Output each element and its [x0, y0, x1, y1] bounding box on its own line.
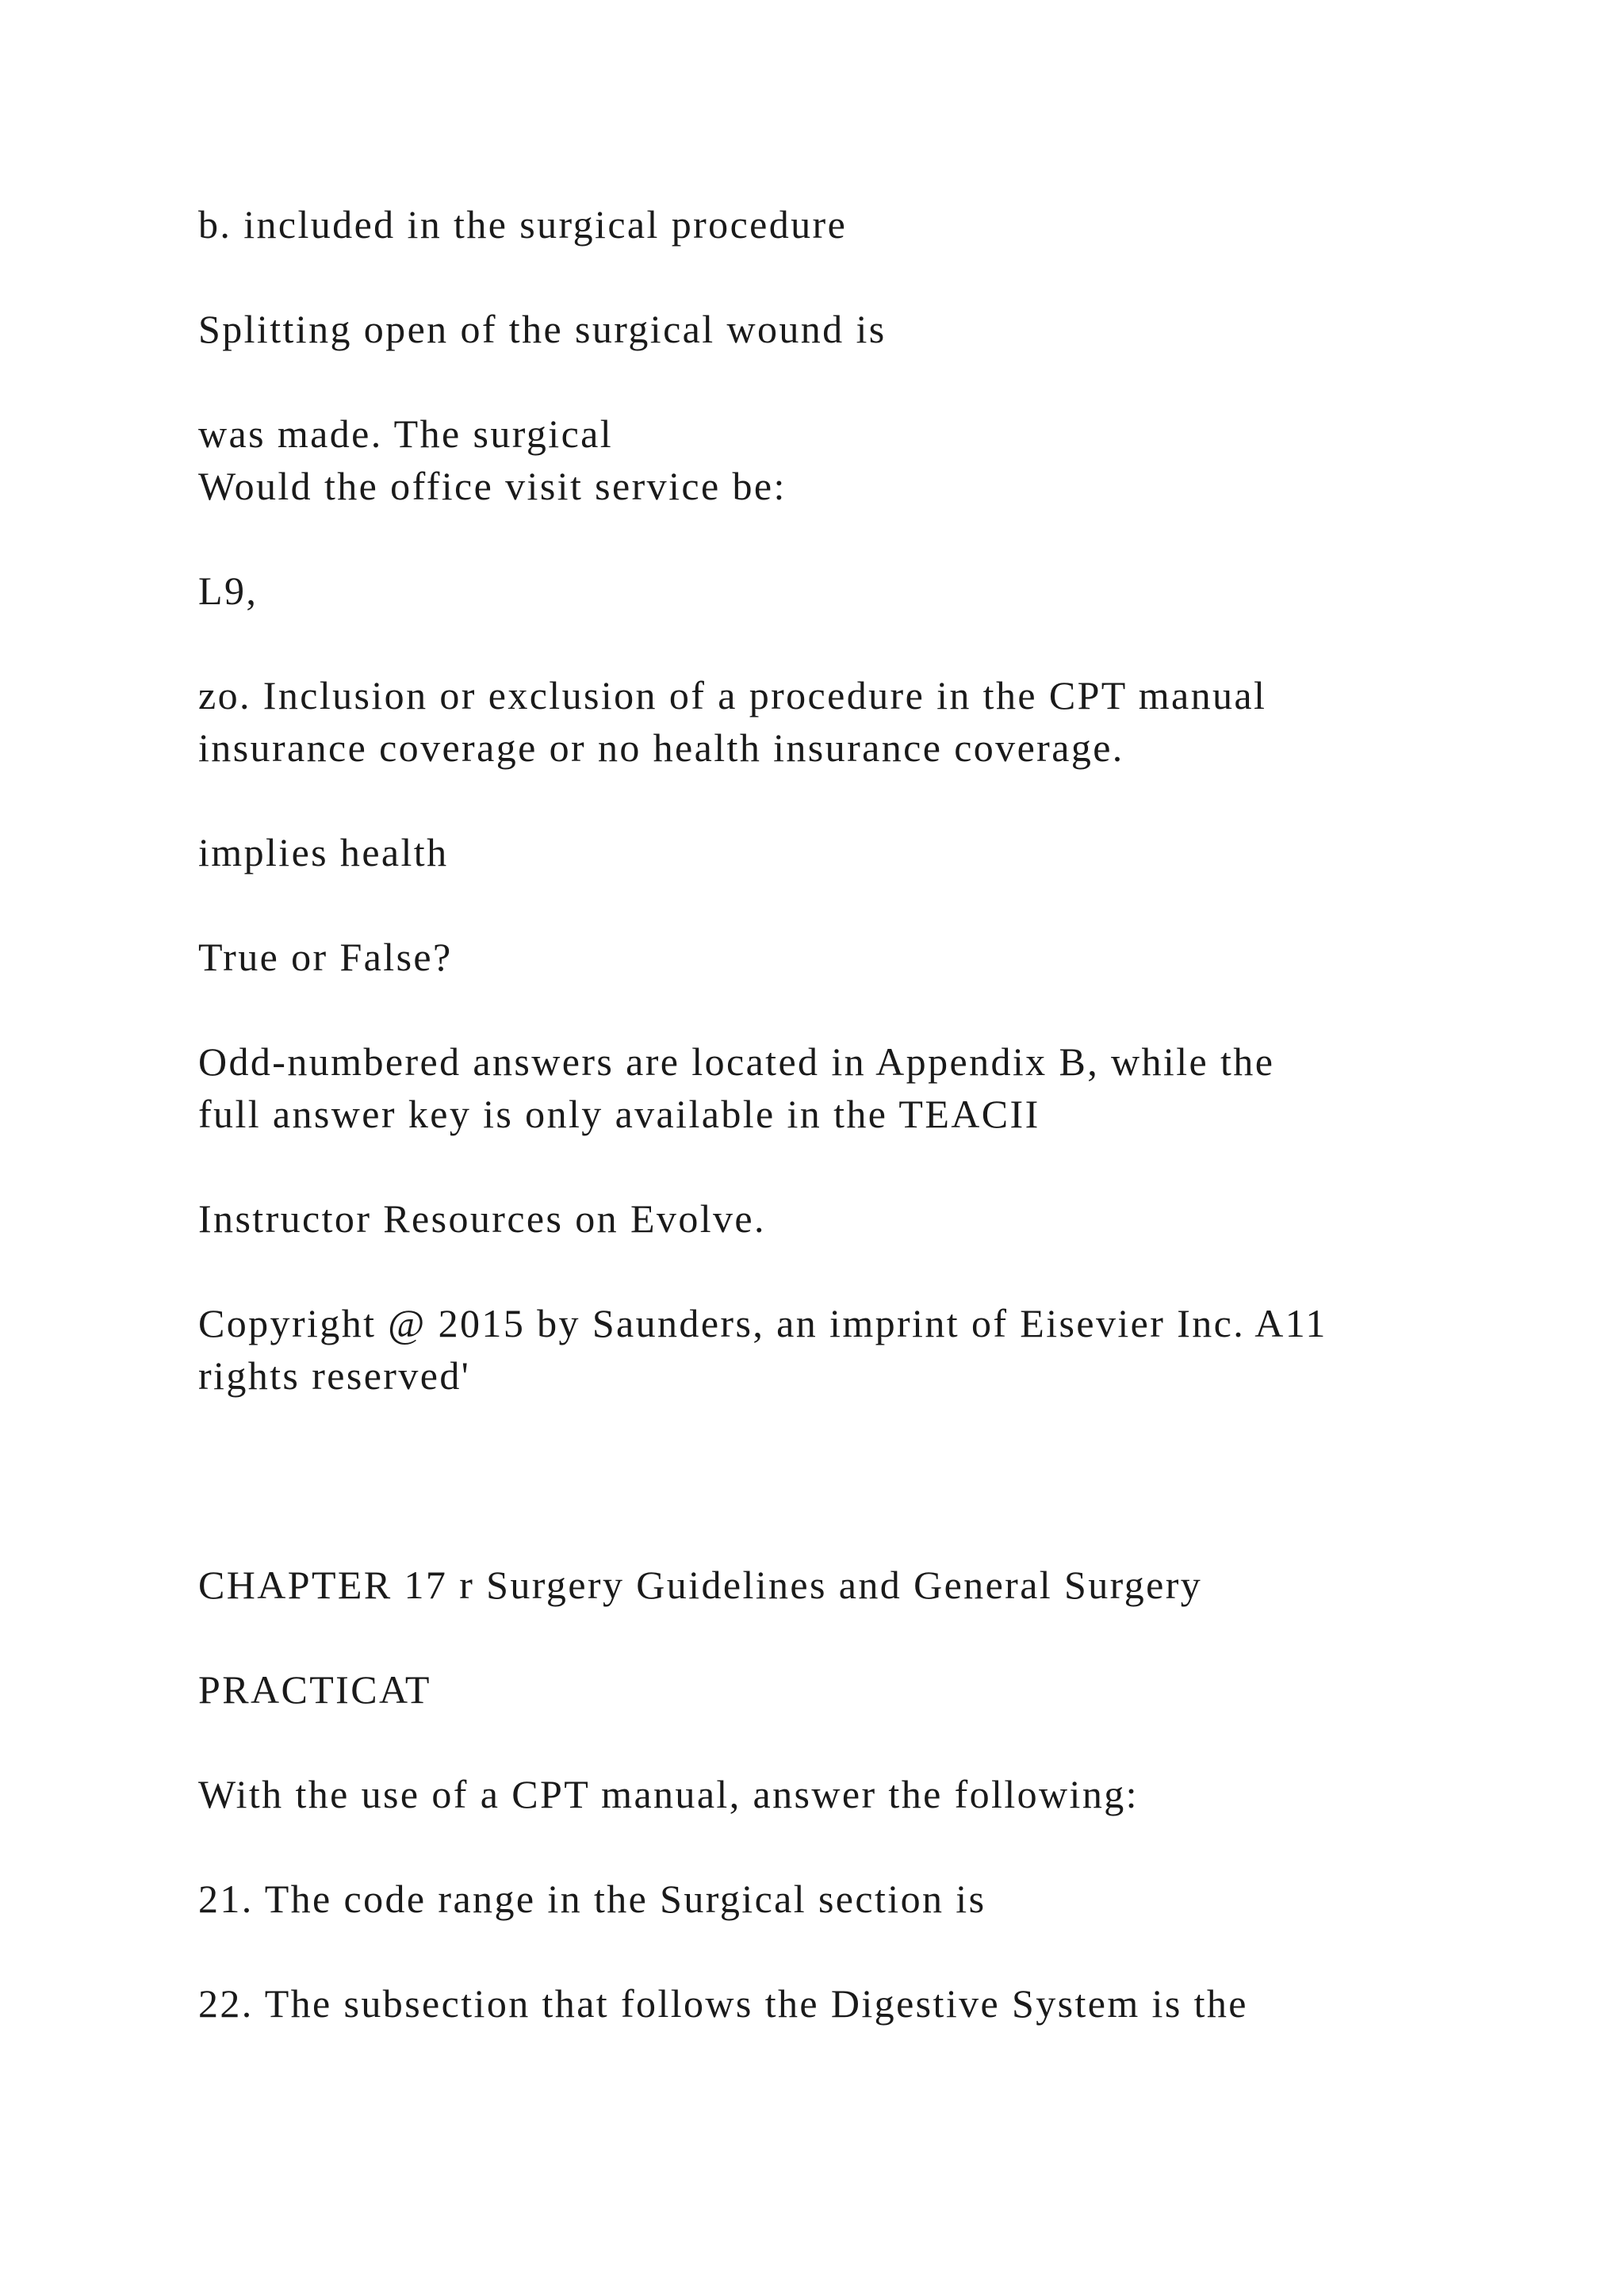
true-false-prompt: True or False?	[198, 935, 453, 979]
question-21: 21. The code range in the Surgical section is	[198, 1877, 986, 1921]
answers-note: Odd-numbered answers are located in Appendix B, while the	[198, 1039, 1275, 1084]
copyright-notice: rights reserved'	[198, 1353, 471, 1398]
question-text: Splitting open of the surgical wound is	[198, 307, 887, 351]
section-heading: PRACTICAT	[198, 1667, 431, 1712]
answer-option-b: b. included in the surgical procedure	[198, 202, 848, 247]
question-text: insurance coverage or no health insurance coverage.	[198, 725, 1124, 770]
question-22: 22. The subsection that follows the Digestive System is the	[198, 1981, 1248, 2026]
instructions-text: With the use of a CPT manual, answer the following:	[198, 1772, 1139, 1816]
question-text: implies health	[198, 830, 449, 874]
question-number: L9,	[198, 568, 259, 613]
copyright-notice: Copyright @ 2015 by Saunders, an imprint of Eisevier Inc. A11	[198, 1301, 1327, 1345]
chapter-heading: CHAPTER 17 r Surgery Guidelines and General Surgery	[198, 1563, 1203, 1607]
question-text: Would the office visit service be:	[198, 464, 787, 508]
question-text: zo. Inclusion or exclusion of a procedure in the CPT manual	[198, 673, 1267, 718]
answers-note: Instructor Resources on Evolve.	[198, 1196, 766, 1241]
question-text: was made. The surgical	[198, 411, 614, 456]
answers-note: full answer key is only available in the TEACII	[198, 1092, 1040, 1136]
